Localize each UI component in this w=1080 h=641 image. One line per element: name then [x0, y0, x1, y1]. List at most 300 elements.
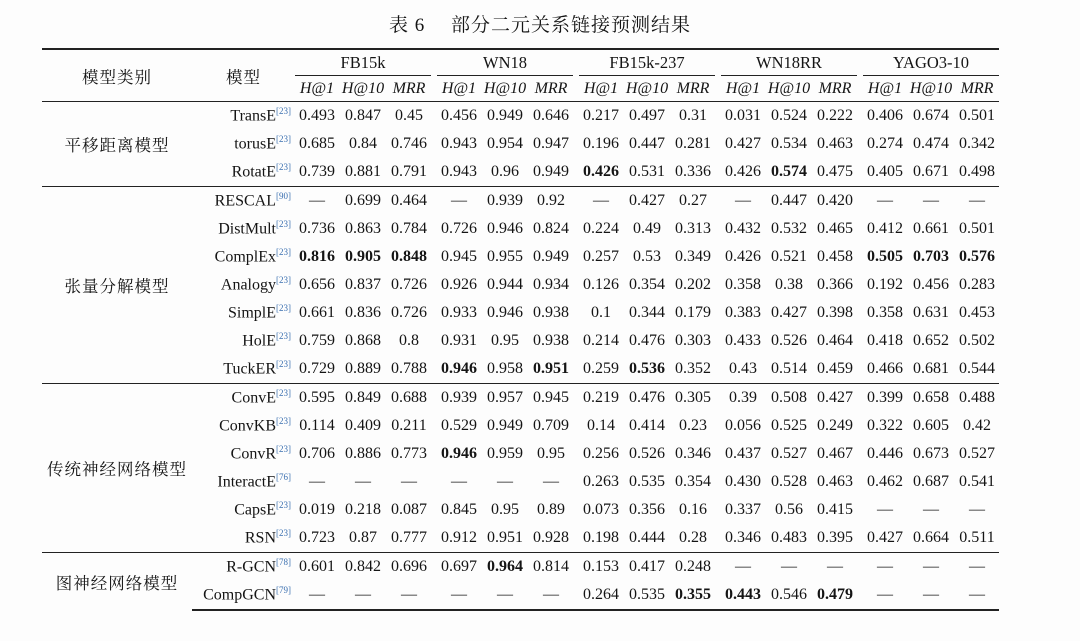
header-metric: H@10 — [767, 79, 811, 97]
model-ref: [23] — [276, 275, 291, 286]
value-cell: 0.661 — [913, 220, 949, 237]
value-cell: 0.087 — [391, 501, 427, 518]
model-ref: [23] — [276, 444, 291, 455]
value-cell: 0.409 — [345, 417, 381, 434]
header-metric: H@10 — [341, 79, 385, 97]
value-cell: 0.420 — [813, 187, 857, 216]
value-cell: 0.342 — [959, 135, 995, 152]
value-cell: — — [955, 187, 999, 216]
value-cell: 0.527 — [771, 445, 807, 462]
value-cell: 0.95 — [491, 332, 519, 349]
value-cell: 0.456 — [437, 102, 481, 131]
value-cell: 0.934 — [533, 276, 569, 293]
model-name: RSN — [244, 529, 276, 547]
model-ref: [23] — [276, 219, 291, 230]
model-name-cell — [192, 524, 295, 553]
value-cell: 0.84 — [349, 135, 377, 152]
header-dataset: WN18 — [437, 49, 573, 76]
value-cell: 0.49 — [633, 220, 661, 237]
model-ref: [23] — [276, 331, 291, 342]
value-cell: 0.354 — [675, 473, 711, 490]
model-name: TuckER — [223, 360, 276, 378]
value-cell: 0.944 — [487, 276, 523, 293]
value-cell: 0.53 — [633, 248, 661, 265]
value-cell: 0.426 — [725, 163, 761, 180]
table-row — [42, 384, 999, 413]
value-cell: 0.415 — [817, 501, 853, 518]
value-cell: 0.525 — [771, 417, 807, 434]
model-name-cell — [192, 187, 295, 216]
value-cell: 0.313 — [675, 220, 711, 237]
value-cell: 0.073 — [583, 501, 619, 518]
value-cell: 0.736 — [299, 220, 335, 237]
value-cell: 0.465 — [817, 220, 853, 237]
model-name: torusE — [234, 135, 276, 153]
value-cell: 0.697 — [437, 553, 481, 582]
value-cell: 0.526 — [771, 332, 807, 349]
value-cell: 0.933 — [441, 304, 477, 321]
value-cell: 0.355 — [671, 581, 715, 610]
value-cell: 0.418 — [867, 332, 903, 349]
value-cell: 0.153 — [579, 553, 623, 582]
header-metric: H@1 — [867, 79, 903, 97]
value-cell: 0.943 — [441, 135, 477, 152]
header-metric: H@1 — [583, 79, 619, 97]
value-cell: 0.218 — [345, 501, 381, 518]
value-cell: 0.406 — [863, 102, 907, 131]
value-cell: 0.954 — [487, 135, 523, 152]
model-name: RotatE — [231, 163, 276, 181]
category-cell: 传统神经网络模型 — [42, 384, 192, 553]
value-cell: 0.837 — [345, 276, 381, 293]
value-cell: 0.179 — [675, 304, 711, 321]
value-cell: — — [295, 187, 339, 216]
value-cell: 0.95 — [537, 445, 565, 462]
value-cell: 0.784 — [391, 220, 427, 237]
model-ref: [78] — [276, 557, 291, 568]
value-cell: — — [813, 553, 857, 582]
value-cell: 0.263 — [583, 473, 619, 490]
value-cell: 0.959 — [487, 445, 523, 462]
value-cell: 0.576 — [959, 248, 995, 265]
value-cell: 0.949 — [487, 417, 523, 434]
value-cell: 0.211 — [391, 417, 427, 434]
value-cell: 0.943 — [441, 163, 477, 180]
value-cell: 0.427 — [725, 135, 761, 152]
value-cell: 0.928 — [533, 529, 569, 546]
value-cell: 0.631 — [913, 304, 949, 321]
value-cell: 0.957 — [481, 384, 529, 413]
value-cell: 0.383 — [725, 304, 761, 321]
value-cell: 0.405 — [867, 163, 903, 180]
header-dataset: WN18RR — [721, 49, 857, 76]
value-cell: 0.706 — [299, 445, 335, 462]
value-cell: 0.788 — [391, 360, 427, 377]
value-cell: 0.126 — [583, 276, 619, 293]
value-cell: 0.664 — [913, 529, 949, 546]
value-cell: 0.926 — [441, 276, 477, 293]
value-cell: 0.462 — [867, 473, 903, 490]
value-cell: 0.476 — [623, 384, 671, 413]
value-cell: 0.432 — [725, 220, 761, 237]
model-name: R-GCN — [226, 558, 276, 576]
value-cell: 0.955 — [487, 248, 523, 265]
model-name-cell — [192, 553, 295, 582]
value-cell: 0.16 — [679, 501, 707, 518]
value-cell: 0.498 — [959, 163, 995, 180]
model-name-cell — [192, 581, 295, 610]
value-cell: 0.14 — [587, 417, 615, 434]
value-cell: 0.274 — [867, 135, 903, 152]
value-cell: 0.816 — [299, 248, 335, 265]
value-cell: 0.427 — [867, 529, 903, 546]
value-cell: 0.847 — [339, 102, 387, 131]
value-cell: 0.303 — [675, 332, 711, 349]
value-cell: 0.346 — [725, 529, 761, 546]
value-cell: 0.87 — [349, 529, 377, 546]
value-cell: 0.95 — [491, 501, 519, 518]
value-cell: — — [579, 187, 623, 216]
value-cell: 0.456 — [913, 276, 949, 293]
value-cell: 0.437 — [725, 445, 761, 462]
value-cell: 0.474 — [913, 135, 949, 152]
value-cell: 0.257 — [583, 248, 619, 265]
value-cell: — — [497, 473, 513, 490]
value-cell: 0.723 — [299, 529, 335, 546]
value-cell: 0.501 — [959, 220, 995, 237]
caption-title: 部分二元关系链接预测结果 — [451, 15, 692, 36]
model-ref: [23] — [276, 106, 291, 117]
value-cell: 0.427 — [771, 304, 807, 321]
model-name: ConvR — [230, 445, 276, 463]
value-cell: 0.945 — [441, 248, 477, 265]
value-cell: — — [309, 473, 325, 490]
model-name: CompGCN — [203, 586, 276, 604]
value-cell: 0.849 — [339, 384, 387, 413]
value-cell: 0.946 — [487, 304, 523, 321]
value-cell: 0.322 — [867, 417, 903, 434]
header-dataset: FB15k — [295, 49, 431, 76]
results-table — [42, 48, 999, 611]
value-cell: 0.256 — [583, 445, 619, 462]
model-ref: [79] — [276, 585, 291, 596]
value-cell: 0.444 — [629, 529, 665, 546]
header-dataset: YAGO3-10 — [863, 49, 999, 76]
value-cell: — — [863, 553, 907, 582]
value-cell: — — [877, 501, 893, 518]
value-cell: 0.848 — [391, 248, 427, 265]
model-name-cell — [192, 468, 295, 496]
value-cell: — — [437, 581, 481, 610]
value-cell: 0.658 — [907, 384, 955, 413]
model-name-cell — [192, 102, 295, 131]
value-cell: — — [969, 501, 985, 518]
value-cell: 0.358 — [867, 304, 903, 321]
value-cell: 0.945 — [529, 384, 573, 413]
value-cell: 0.426 — [583, 163, 619, 180]
header-metric: MRR — [960, 79, 994, 97]
model-name: ConvKB — [219, 417, 276, 435]
header-dataset: FB15k-237 — [579, 49, 715, 76]
value-cell: 0.938 — [533, 332, 569, 349]
model-name-cell — [192, 299, 295, 327]
model-name: InteractE — [217, 473, 276, 491]
value-cell: 0.946 — [441, 445, 477, 462]
value-cell: 0.395 — [817, 529, 853, 546]
value-cell: 0.427 — [813, 384, 857, 413]
value-cell: 0.31 — [671, 102, 715, 131]
model-ref: [23] — [276, 500, 291, 511]
value-cell: 0.031 — [721, 102, 765, 131]
value-cell: 0.535 — [629, 473, 665, 490]
model-name: CapsE — [234, 501, 276, 519]
value-cell: 0.938 — [533, 304, 569, 321]
value-cell: — — [907, 553, 955, 582]
value-cell: 0.483 — [771, 529, 807, 546]
value-cell: 0.681 — [913, 360, 949, 377]
value-cell: 0.524 — [765, 102, 813, 131]
value-cell: 0.412 — [867, 220, 903, 237]
value-cell: 0.759 — [299, 332, 335, 349]
value-cell: 0.726 — [391, 304, 427, 321]
value-cell: 0.43 — [729, 360, 757, 377]
value-cell: 0.842 — [339, 553, 387, 582]
value-cell: — — [907, 581, 955, 610]
value-cell: 0.534 — [771, 135, 807, 152]
value-cell: 0.248 — [671, 553, 715, 582]
value-cell: 0.23 — [679, 417, 707, 434]
value-cell: 0.505 — [867, 248, 903, 265]
value-cell: 0.8 — [399, 332, 419, 349]
table-row — [42, 553, 999, 582]
caption-label: 表 6 — [388, 15, 426, 36]
value-cell: — — [355, 473, 371, 490]
value-cell: 0.868 — [345, 332, 381, 349]
header-metric: H@1 — [299, 79, 335, 97]
value-cell: 0.531 — [629, 163, 665, 180]
value-cell: 0.939 — [437, 384, 481, 413]
model-name-cell — [192, 327, 295, 355]
model-name: ConvE — [231, 389, 276, 407]
value-cell: 0.92 — [529, 187, 573, 216]
value-cell: 0.939 — [481, 187, 529, 216]
value-cell: 0.56 — [775, 501, 803, 518]
value-cell: 0.249 — [817, 417, 853, 434]
value-cell: 0.39 — [721, 384, 765, 413]
value-cell: 0.739 — [299, 163, 335, 180]
value-cell: — — [339, 581, 387, 610]
value-cell: 0.198 — [583, 529, 619, 546]
model-name: SimplE — [227, 304, 276, 322]
value-cell: 0.726 — [391, 276, 427, 293]
header-metric: MRR — [534, 79, 568, 97]
value-cell: 0.399 — [863, 384, 907, 413]
value-cell: 0.863 — [345, 220, 381, 237]
model-ref: [23] — [276, 388, 291, 399]
value-cell: 0.358 — [725, 276, 761, 293]
value-cell: 0.703 — [913, 248, 949, 265]
model-ref: [23] — [276, 303, 291, 314]
value-cell: 0.366 — [817, 276, 853, 293]
category-cell: 平移距离模型 — [42, 102, 192, 187]
category-cell: 张量分解模型 — [42, 187, 192, 384]
value-cell: — — [907, 187, 955, 216]
value-cell: 0.464 — [817, 332, 853, 349]
value-cell: 0.671 — [913, 163, 949, 180]
value-cell: 0.514 — [771, 360, 807, 377]
value-cell: 0.488 — [955, 384, 999, 413]
value-cell: 0.951 — [487, 529, 523, 546]
value-cell: 0.38 — [775, 276, 803, 293]
value-cell: 0.595 — [295, 384, 339, 413]
model-name-cell — [192, 158, 295, 187]
value-cell: 0.661 — [299, 304, 335, 321]
value-cell: 0.346 — [675, 445, 711, 462]
value-cell: 0.535 — [623, 581, 671, 610]
value-cell: 0.501 — [955, 102, 999, 131]
value-cell: — — [529, 581, 573, 610]
value-cell: 0.601 — [295, 553, 339, 582]
value-cell: 0.652 — [913, 332, 949, 349]
header-metric: MRR — [392, 79, 426, 97]
value-cell: 0.946 — [441, 360, 477, 377]
value-cell: 0.264 — [579, 581, 623, 610]
value-cell: 0.446 — [867, 445, 903, 462]
model-name-cell — [192, 271, 295, 299]
value-cell: — — [863, 187, 907, 216]
table-caption — [0, 10, 1080, 37]
value-cell: 0.546 — [765, 581, 813, 610]
value-cell: 0.947 — [533, 135, 569, 152]
value-cell: 0.453 — [959, 304, 995, 321]
model-ref: [23] — [276, 162, 291, 173]
value-cell: 0.344 — [629, 304, 665, 321]
header-metric: MRR — [818, 79, 852, 97]
table-row — [42, 187, 999, 216]
value-cell: 0.685 — [299, 135, 335, 152]
header-metric: MRR — [676, 79, 710, 97]
value-cell: 0.949 — [533, 248, 569, 265]
model-ref: [76] — [276, 472, 291, 483]
value-cell: — — [387, 581, 431, 610]
value-cell: 0.931 — [441, 332, 477, 349]
value-cell: 0.605 — [913, 417, 949, 434]
value-cell: 0.521 — [771, 248, 807, 265]
header-metric: H@10 — [483, 79, 527, 97]
value-cell: 0.192 — [867, 276, 903, 293]
value-cell: 0.447 — [765, 187, 813, 216]
value-cell: 0.574 — [771, 163, 807, 180]
value-cell: — — [923, 501, 939, 518]
value-cell: 0.466 — [867, 360, 903, 377]
model-name: HolE — [242, 332, 276, 350]
value-cell: — — [543, 473, 559, 490]
value-cell: 0.056 — [725, 417, 761, 434]
value-cell: 0.354 — [629, 276, 665, 293]
value-cell: 0.356 — [629, 501, 665, 518]
value-cell: 0.746 — [391, 135, 427, 152]
value-cell: 0.699 — [339, 187, 387, 216]
value-cell: 0.479 — [813, 581, 857, 610]
value-cell: 0.889 — [345, 360, 381, 377]
value-cell: 0.646 — [529, 102, 573, 131]
value-cell: — — [401, 473, 417, 490]
model-name-cell — [192, 412, 295, 440]
value-cell: 0.824 — [533, 220, 569, 237]
value-cell: 0.467 — [817, 445, 853, 462]
value-cell: 0.476 — [629, 332, 665, 349]
value-cell: 0.219 — [579, 384, 623, 413]
value-cell: 0.791 — [391, 163, 427, 180]
value-cell: 0.475 — [817, 163, 853, 180]
value-cell: 0.528 — [771, 473, 807, 490]
model-ref: [23] — [276, 416, 291, 427]
value-cell: 0.886 — [345, 445, 381, 462]
value-cell: — — [437, 187, 481, 216]
value-cell: — — [721, 187, 765, 216]
model-name-cell — [192, 496, 295, 524]
value-cell: 0.729 — [299, 360, 335, 377]
value-cell: 0.674 — [907, 102, 955, 131]
value-cell: 0.459 — [817, 360, 853, 377]
value-cell: 0.777 — [391, 529, 427, 546]
value-cell: 0.497 — [623, 102, 671, 131]
value-cell: 0.673 — [913, 445, 949, 462]
value-cell: 0.527 — [959, 445, 995, 462]
value-cell: 0.443 — [721, 581, 765, 610]
value-cell: 0.696 — [387, 553, 431, 582]
value-cell: 0.447 — [629, 135, 665, 152]
model-ref: [23] — [276, 134, 291, 145]
value-cell: 0.532 — [771, 220, 807, 237]
value-cell: 0.464 — [387, 187, 431, 216]
value-cell: 0.349 — [675, 248, 711, 265]
value-cell: 0.458 — [817, 248, 853, 265]
value-cell: 0.881 — [345, 163, 381, 180]
value-cell: 0.836 — [345, 304, 381, 321]
value-cell: 0.544 — [959, 360, 995, 377]
value-cell: 0.202 — [675, 276, 711, 293]
value-cell: 0.281 — [675, 135, 711, 152]
value-cell: 0.114 — [299, 417, 335, 434]
value-cell: 0.508 — [765, 384, 813, 413]
value-cell: 0.45 — [387, 102, 431, 131]
value-cell: 0.433 — [725, 332, 761, 349]
value-cell: 0.217 — [579, 102, 623, 131]
value-cell: 0.398 — [817, 304, 853, 321]
value-cell: 0.529 — [441, 417, 477, 434]
model-ref: [23] — [276, 528, 291, 539]
value-cell: 0.352 — [675, 360, 711, 377]
value-cell: 0.1 — [591, 304, 611, 321]
value-cell: — — [451, 473, 467, 490]
value-cell: 0.89 — [537, 501, 565, 518]
value-cell: — — [721, 553, 765, 582]
value-cell: 0.726 — [441, 220, 477, 237]
model-name: DistMult — [218, 220, 276, 238]
model-name-cell — [192, 215, 295, 243]
value-cell: 0.964 — [481, 553, 529, 582]
header-metric: H@10 — [909, 79, 953, 97]
value-cell: 0.259 — [583, 360, 619, 377]
header-metric: H@1 — [441, 79, 477, 97]
value-cell: — — [863, 581, 907, 610]
model-name: RESCAL — [214, 192, 276, 210]
value-cell: 0.773 — [391, 445, 427, 462]
value-cell: 0.687 — [913, 473, 949, 490]
value-cell: 0.949 — [481, 102, 529, 131]
value-cell: 0.417 — [623, 553, 671, 582]
